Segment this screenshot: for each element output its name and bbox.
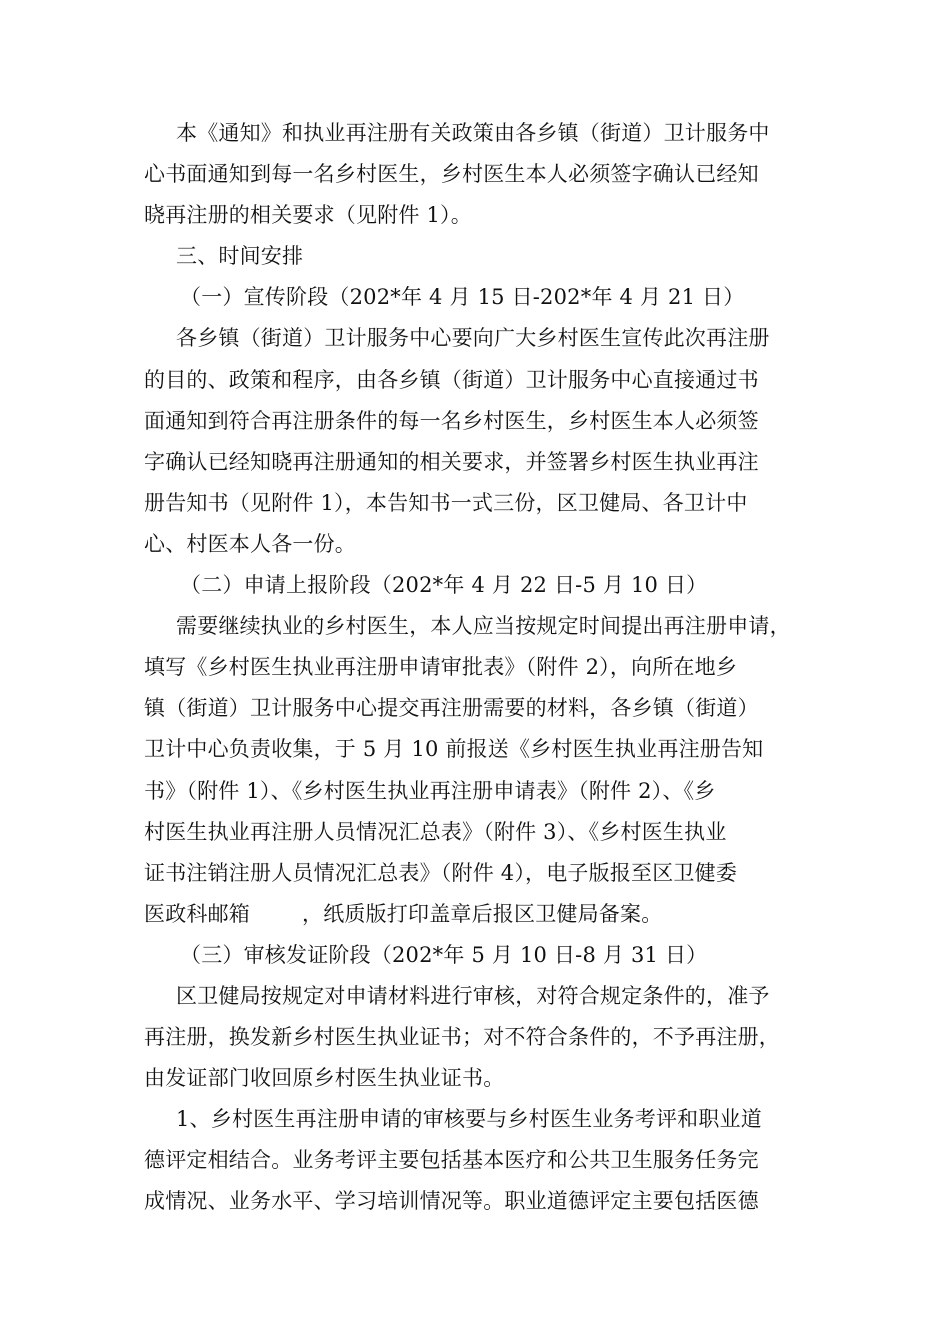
paragraph-line: 填写《乡村医生执业再注册申请审批表》（附件 2），向所在地乡 bbox=[144, 655, 738, 680]
paragraph-line: 1、乡村医生再注册申请的审核要与乡村医生业务考评和职业道 bbox=[176, 1107, 762, 1132]
paragraph-line: 区卫健局按规定对申请材料进行审核，对符合规定条件的，准予 bbox=[176, 983, 770, 1008]
subsection-heading: （一）宣传阶段（202*年 4 月 15 日-202*年 4 月 21 日） bbox=[180, 285, 745, 310]
paragraph-line: 镇（街道）卫计服务中心提交再注册需要的材料，各乡镇（街道） bbox=[144, 696, 759, 721]
paragraph-line: 册告知书（见附件 1），本告知书一式三份，区卫健局、各卫计中 bbox=[144, 490, 748, 515]
paragraph-line: 德评定相结合。业务考评主要包括基本医疗和公共卫生服务任务完 bbox=[144, 1148, 759, 1173]
paragraph-line: 心书面通知到每一名乡村医生，乡村医生本人必须签字确认已经知 bbox=[144, 162, 759, 187]
subsection-heading: （三）审核发证阶段（202*年 5 月 10 日-8 月 31 日） bbox=[180, 942, 708, 967]
paragraph-line: 再注册，换发新乡村医生执业证书；对不符合条件的，不予再注册， bbox=[144, 1025, 780, 1050]
paragraph-line: 村医生执业再注册人员情况汇总表》（附件 3）、《乡村医生执业 bbox=[144, 819, 727, 844]
paragraph-line: 证书注销注册人员情况汇总表》（附件 4），电子版报至区卫健委 bbox=[144, 860, 738, 885]
paragraph-line: 各乡镇（街道）卫计服务中心要向广大乡村医生宣传此次再注册 bbox=[176, 326, 770, 351]
section-heading: 三、时间安排 bbox=[176, 244, 304, 269]
paragraph-line: 卫计中心负责收集，于 5 月 10 前报送《乡村医生执业再注册告知 bbox=[144, 737, 764, 762]
paragraph-line: 面通知到符合再注册条件的每一名乡村医生，乡村医生本人必须签 bbox=[144, 408, 759, 433]
paragraph-line: 字确认已经知晓再注册通知的相关要求，并签署乡村医生执业再注 bbox=[144, 449, 759, 474]
document-body bbox=[144, 113, 824, 1223]
email-label: 医政科邮箱 bbox=[144, 901, 250, 926]
paragraph-line bbox=[144, 894, 824, 935]
paragraph-line: 需要继续执业的乡村医生，本人应当按规定时间提出再注册申请， bbox=[176, 614, 791, 639]
paragraph-line: 的目的、政策和程序，由各乡镇（街道）卫计服务中心直接通过书 bbox=[144, 367, 759, 392]
paragraph-line: 心、村医本人各一份。 bbox=[144, 531, 356, 556]
paragraph-line: 晓再注册的相关要求（见附件 1）。 bbox=[144, 203, 472, 228]
paragraph-text: ，纸质版打印盖章后报区卫健局备案。 bbox=[302, 901, 663, 926]
paragraph-line: 书》（附件 1）、《乡村医生执业再注册申请表》（附件 2）、《乡 bbox=[144, 778, 716, 803]
paragraph-line: 成情况、业务水平、学习培训情况等。职业道德评定主要包括医德 bbox=[144, 1189, 759, 1214]
paragraph-line: 本《通知》和执业再注册有关政策由各乡镇（街道）卫计服务中 bbox=[176, 121, 770, 145]
subsection-heading: （二）申请上报阶段（202*年 4 月 22 日-5 月 10 日） bbox=[180, 573, 708, 598]
paragraph-line: 由发证部门收回原乡村医生执业证书。 bbox=[144, 1066, 505, 1091]
